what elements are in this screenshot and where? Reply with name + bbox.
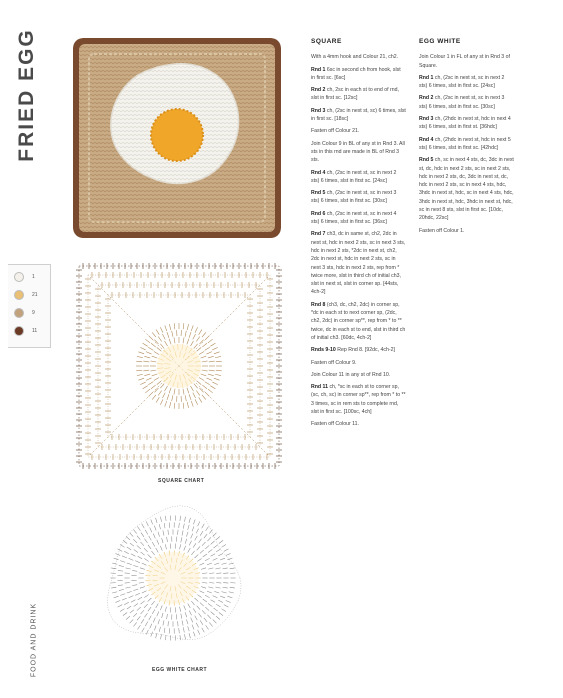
round-label: Rnd 8 — [311, 301, 326, 308]
round-label: Rnd 5 — [419, 157, 434, 164]
instruction-text: ch, (2sc in next st, sc in next 2 sts) 6 times, slst in first sc. [24sc] — [419, 74, 505, 90]
instruction-paragraph — [419, 227, 514, 235]
instruction-text: ch, (2hdc in next st, hdc in next 4 sts) 6 times, slst in first st. [36hdc] — [419, 116, 511, 131]
instruction-text: ch, (2sc in next st, sc) 6 times, slst in first sc. [18sc] — [311, 107, 406, 123]
instruction-paragraph — [311, 107, 406, 124]
instruction-paragraph — [311, 86, 406, 103]
instruction-paragraph — [419, 115, 514, 132]
round-label: Rnd 4 — [311, 169, 326, 176]
fried-egg-photo — [73, 38, 281, 238]
colour-number: 1 — [32, 274, 35, 280]
colour-key-row — [14, 271, 35, 283]
instruction-text: 6sc in second ch from hook, slst in first sc. [6sc] — [311, 66, 401, 81]
round-label: Rnd 11 — [311, 384, 329, 391]
colour-number: 21 — [32, 292, 38, 298]
colour-key-row — [14, 307, 35, 319]
round-label: Rnd 1 — [311, 66, 326, 73]
instruction-paragraph — [311, 359, 406, 367]
colour-swatch — [14, 272, 24, 282]
instruction-text: Fasten off Colour 9. — [311, 359, 357, 366]
round-label: Rnd 6 — [311, 210, 326, 217]
egg-white-chart — [103, 501, 248, 651]
instruction-text: ch, (2sc in next st, sc in next 2 sts) 6 times, slst in first sc. [24sc] — [311, 169, 397, 184]
instruction-text: ch, (2sc in next st, sc in next 3 sts) 6 times, slst in first sc. [30sc] — [419, 95, 505, 110]
colour-swatch — [14, 290, 24, 300]
instruction-text: ch3, dc in same st, ch2, 2dc in next st, hdc in next 2 sts, sc in next 3 sts, hdc in next 2 sts, *2dc in next st, ch2, 2dc in next st, hdc in next 2 sts, sc in next 3 sts, hdc in next 2 sts, rep from * twice more, slst in third ch of initial ch3, slst in next st, slst in corner sp. [44sts, 4ch-2] — [311, 231, 406, 296]
instruction-paragraph — [311, 189, 406, 206]
section-label — [28, 590, 40, 690]
square-chart-caption: SQUARE CHART — [158, 478, 205, 484]
instruction-text: (ch3, dc, ch2, 2dc) in corner sp, *dc in each st to next corner sp, (2dc, ch2, 2dc) in corner sp**, rep from * to ** twice, dc in each st to end, slst in third ch of initial ch3. [60dc, 4ch-2] — [311, 301, 406, 341]
round-label: Rnd 5 — [311, 190, 326, 197]
egg-white-chart-caption: EGG WHITE CHART — [152, 667, 207, 673]
instruction-text: Fasten off Colour 11. — [311, 421, 359, 428]
instruction-text: Fasten off Colour 21. — [311, 128, 360, 135]
instruction-paragraph — [311, 346, 406, 354]
instruction-text: Join Colour 9 in BL of any st in Rnd 3. All sts in this rnd are made in BL of Rnd 3 sts. — [311, 140, 405, 164]
section-label-text: FOOD AND DRINK — [30, 602, 38, 678]
instruction-paragraph — [311, 169, 406, 186]
instruction-paragraph — [419, 74, 514, 91]
colour-swatch — [14, 326, 24, 336]
square-heading: SQUARE — [311, 38, 342, 45]
colour-key — [8, 264, 51, 348]
egg-white-instructions — [419, 38, 514, 239]
instruction-paragraph — [311, 210, 406, 227]
square-instructions — [311, 38, 406, 433]
instruction-paragraph — [419, 156, 514, 222]
instruction-text: Join Colour 1 in FL of any st in Rnd 3 of Square. — [419, 54, 510, 69]
square-paragraphs — [311, 53, 406, 428]
round-label: Rnd 3 — [419, 116, 434, 123]
instruction-text: Rep Rnd 8. [92dc, 4ch-2] — [335, 347, 395, 354]
egg-white-heading: EGG WHITE — [419, 38, 461, 45]
instruction-text: Join Colour 11 in any st of Rnd 10. — [311, 371, 391, 378]
instruction-paragraph — [311, 127, 406, 135]
round-label: Rnds 9-10 — [311, 347, 336, 354]
instruction-paragraph — [311, 301, 406, 342]
square-chart — [76, 263, 282, 469]
instruction-paragraph — [311, 140, 406, 165]
colour-key-row — [14, 289, 38, 301]
instruction-paragraph — [311, 383, 406, 416]
round-label: Rnd 2 — [311, 87, 326, 94]
round-label: Rnd 3 — [311, 107, 326, 114]
instruction-paragraph — [311, 230, 406, 296]
instruction-text: ch, (2sc in next st, sc in next 4 sts) 6 times, slst in first sc. [36sc] — [311, 210, 397, 226]
colour-swatch — [14, 308, 24, 318]
instruction-paragraph — [311, 66, 406, 83]
instruction-text: ch, (2sc in next st, sc in next 3 sts) 6 times, slst in first sc. [30sc] — [311, 190, 397, 205]
colour-key-row — [14, 325, 37, 337]
instruction-text: ch, (2hdc in next st, hdc in next 5 sts) 6 times, slst in first sc. [42hdc] — [419, 136, 511, 151]
egg-white-paragraphs — [419, 53, 514, 235]
colour-number: 11 — [32, 328, 38, 334]
round-label: Rnd 1 — [419, 74, 434, 81]
instruction-text: ch, 2sc in each st to end of rnd, slst in first sc. [12sc] — [311, 87, 399, 102]
instruction-paragraph — [419, 94, 514, 111]
instruction-paragraph — [419, 53, 514, 70]
round-label: Rnd 4 — [419, 136, 434, 143]
round-label: Rnd 7 — [311, 231, 326, 238]
instruction-paragraph — [311, 371, 406, 379]
page-title — [15, 28, 38, 162]
instruction-paragraph — [419, 136, 514, 153]
instruction-text: ch, sc in next 4 sts, dc, 3dc in next st, dc, hdc in next 2 sts, sc in next 2 sts, hdc in next 2 sts, dc, 3dc in next st, dc, hdc in next 2 sts, sc in next 4 sts, hdc, 3hdc in next st, hdc, sc in next 4 sts, hdc, 3hdc in next st, hdc, 3hdc in next st, hdc, sc in next 8 sts, slst in first sc. [10dc, 20hdc, 22sc] — [419, 157, 514, 222]
instruction-text: With a 4mm hook and Colour 21, ch2. — [311, 54, 399, 61]
colour-number: 9 — [32, 310, 35, 316]
instruction-text: ch, *sc in each st to corner sp, (sc, ch, sc) in corner sp**, rep from * to ** 3 times, sc in rem sts to complete rnd, slst in first sc. [100sc, 4ch] — [311, 384, 406, 415]
page-title-text: FRIED EGG — [15, 28, 38, 162]
instruction-text: Fasten off Colour 1. — [419, 227, 465, 234]
round-label: Rnd 2 — [419, 95, 434, 102]
instruction-paragraph — [311, 420, 406, 428]
instruction-paragraph — [311, 53, 406, 61]
